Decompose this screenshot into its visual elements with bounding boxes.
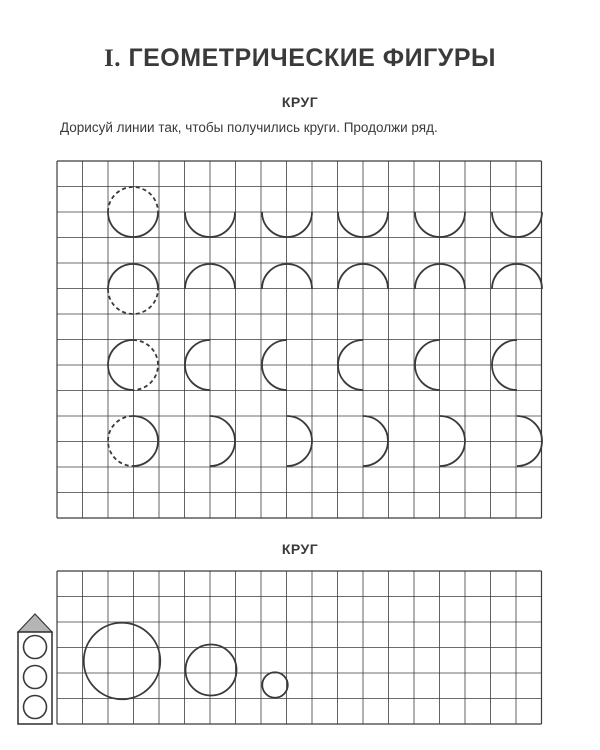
half-circle-to-complete <box>287 416 312 466</box>
exercise1-heading: КРУГ <box>281 94 319 110</box>
exercise1-instruction: Дорисуй линии так, чтобы получились круги. Продолжи ряд. <box>60 120 438 135</box>
section-number: I. <box>104 45 121 72</box>
half-circle-to-complete <box>363 416 388 466</box>
solid-arc <box>108 264 158 289</box>
half-circle-to-complete <box>440 416 465 466</box>
solid-arc <box>133 416 158 466</box>
circle-size-row[interactable] <box>84 623 288 700</box>
half-circle-to-complete <box>492 264 542 289</box>
traffic-light-lamp <box>24 666 47 689</box>
half-circle-to-complete <box>262 264 312 289</box>
half-circle-to-complete <box>262 212 312 237</box>
half-circle-to-complete <box>415 264 465 289</box>
traffic-light-lamp <box>24 696 47 719</box>
dashed-guide-arc <box>108 187 158 212</box>
half-circle-to-complete <box>415 212 465 237</box>
half-circle-to-complete <box>210 416 235 466</box>
traffic-light-lamp <box>24 636 47 659</box>
traffic-light-roof <box>18 614 52 632</box>
circle-medium <box>186 645 237 696</box>
half-circle-to-complete <box>492 212 542 237</box>
dashed-guide-arc <box>108 289 158 314</box>
circle-large <box>84 623 161 700</box>
circle-small <box>262 672 288 698</box>
circle-tracing-rows[interactable] <box>108 187 542 466</box>
exercise2-heading: КРУГ <box>281 541 319 557</box>
section-title: ГЕОМЕТРИЧЕСКИЕ ФИГУРЫ <box>128 44 496 72</box>
half-circle-to-complete <box>517 416 542 466</box>
solid-arc <box>108 212 158 237</box>
traffic-light-icon <box>18 614 52 724</box>
dashed-guide-arc <box>108 416 133 466</box>
grid-exercise2 <box>57 571 542 724</box>
